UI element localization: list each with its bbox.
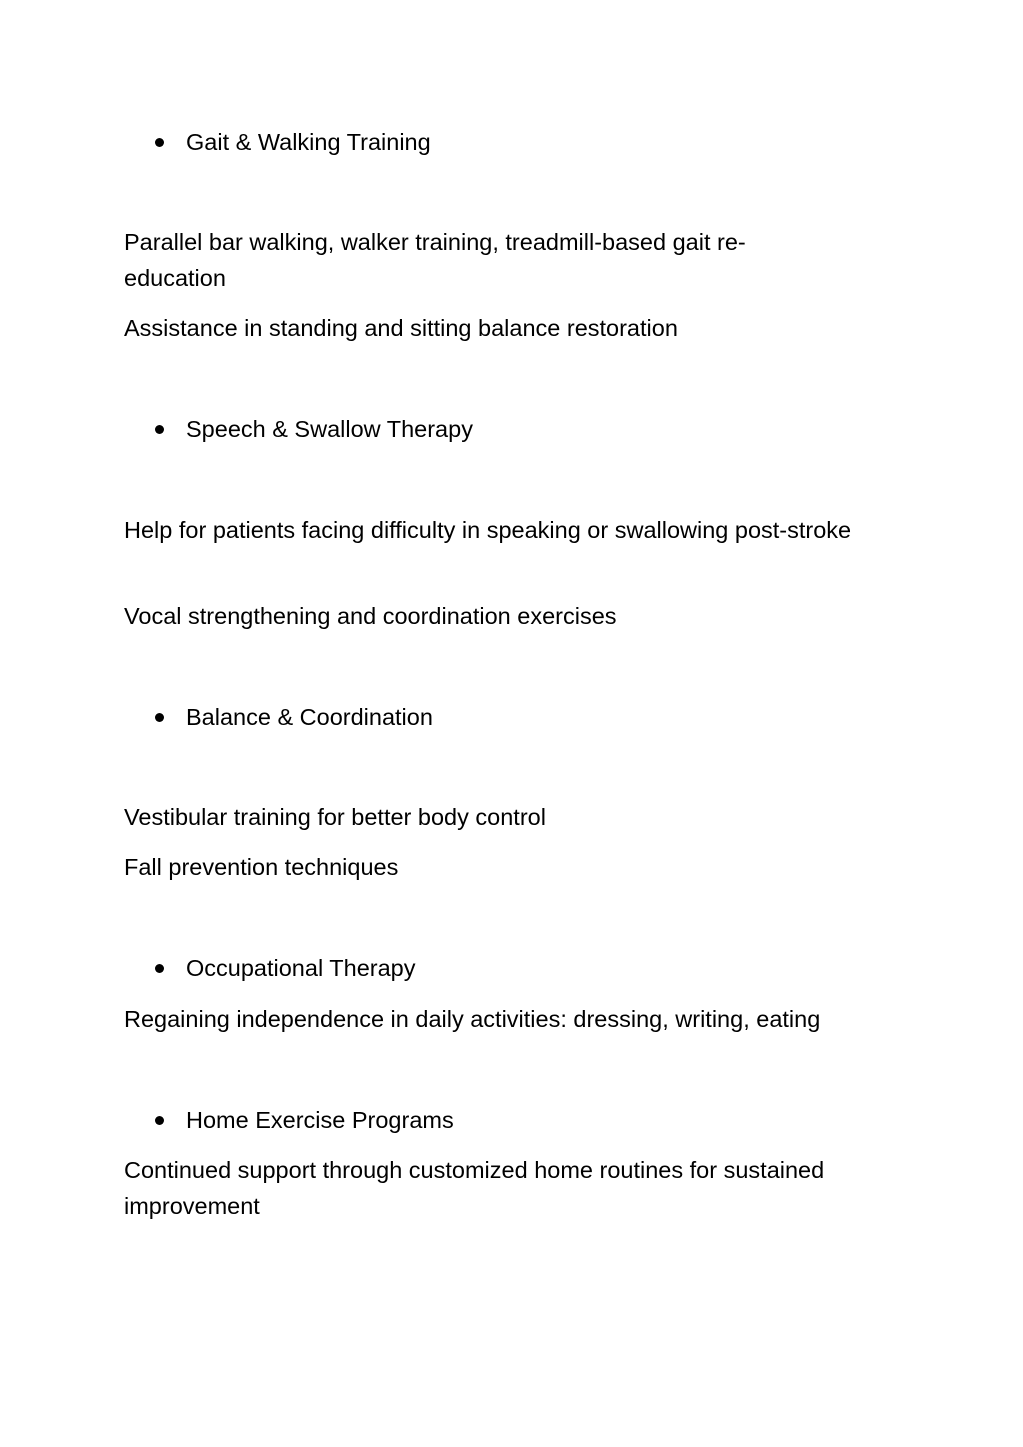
bullet-item-home-exercise	[155, 1102, 454, 1138]
section-heading: Gait & Walking Training	[186, 129, 431, 155]
bullet-dot-icon	[155, 964, 164, 973]
paragraph-line: Help for patients facing difficulty in speaking or swallowing post-stroke	[124, 517, 852, 543]
paragraph-line: Parallel bar walking, walker training, treadmill-based gait re-education	[124, 229, 746, 291]
bullet-item-balance	[155, 699, 433, 735]
bullet-item-speech	[155, 411, 473, 447]
paragraph-line: Assistance in standing and sitting balance restoration	[124, 315, 678, 341]
paragraph-line: Continued support through customized home routines for sustained improvement	[124, 1157, 825, 1219]
paragraph-line: Regaining independence in daily activities: dressing, writing, eating	[124, 1006, 821, 1032]
section-heading: Occupational Therapy	[186, 955, 416, 981]
section-heading: Speech & Swallow Therapy	[186, 416, 473, 442]
paragraph-line: Vestibular training for better body control	[124, 804, 546, 830]
bullet-item-occupational	[155, 950, 415, 986]
bullet-dot-icon	[155, 1116, 164, 1125]
section-heading: Home Exercise Programs	[186, 1107, 454, 1133]
bullet-dot-icon	[155, 138, 164, 147]
bullet-item-gait	[155, 124, 431, 160]
paragraph-line: Vocal strengthening and coordination exercises	[124, 603, 617, 629]
section-heading: Balance & Coordination	[186, 704, 433, 730]
bullet-dot-icon	[155, 425, 164, 434]
bullet-dot-icon	[155, 713, 164, 722]
paragraph-line: Fall prevention techniques	[124, 854, 399, 880]
